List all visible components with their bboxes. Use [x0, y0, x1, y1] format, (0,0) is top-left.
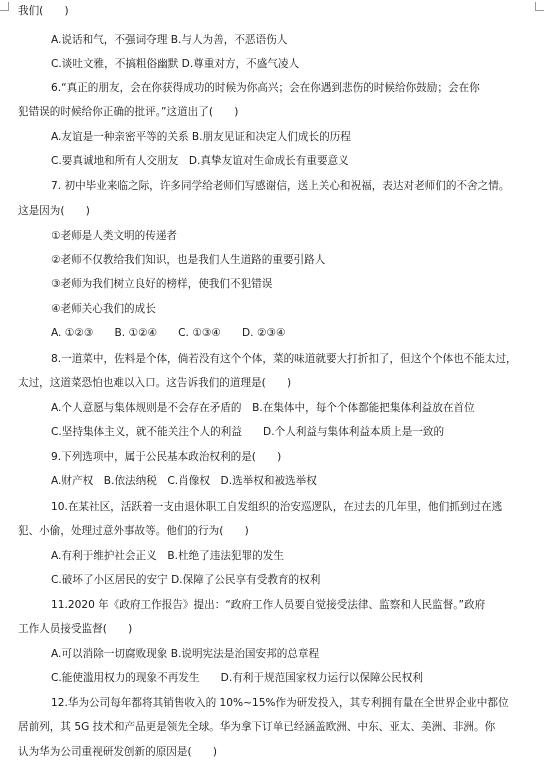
question-10-options-cd: C.破坏了小区居民的安宁 D.保障了公民享有受教育的权利 — [51, 574, 321, 586]
question-8-stem: 8.一道菜中，佐料是个体，倘若没有这个个体，菜的味道就要大打折扣了，但这个个体也不能太过， — [51, 353, 517, 365]
question-8-stem-cont: 太过，这道菜恐怕也难以入口。这告诉我们的道理是( ) — [18, 377, 292, 389]
question-12-stem-cont: 居前列，其 5G 技术和产品更是领先全球。华为拿下订单已经涵盖欧洲、中东、亚太、美洲、非洲。你 — [18, 721, 496, 733]
question-7-stem: 7. 初中毕业来临之际，许多同学给老师们写感谢信，送上关心和祝福，表达对老师们的不舍之情。 — [51, 180, 510, 192]
question-6-stem-cont: 犯错误的时候给你正确的批评。”这道出了( ) — [18, 106, 239, 118]
question-11-options-cd: C.能使滥用权力的现象不再发生 D.有利于规范国家权力运行以保障公民权利 — [51, 672, 423, 684]
question-7-stem-cont: 这是因为( ) — [18, 205, 90, 217]
question-10-stem: 10.在某社区，活跃着一支由退休职工自发组织的治安巡逻队，在过去的几年里，他们抓到过在逃 — [51, 501, 503, 513]
question-9-options: A.财产权 B.依法纳税 C.肖像权 D.选举权和被选举权 — [51, 475, 317, 487]
question-11-stem-cont: 工作人员接受监督( ) — [18, 623, 133, 635]
question-10-stem-cont: 犯、小偷，处理过意外事故等。他们的行为( ) — [18, 525, 249, 537]
question-12-stem: 12.华为公司每年都将其销售收入的 10%~15%作为研发投入，其专利拥有量在全世界企业中都位 — [51, 697, 509, 709]
question-7-options: A. ①②③ B. ①②④ C. ①③④ D. ②③④ — [51, 327, 286, 339]
question-11-options-ab: A.可以消除一切腐败现象 B.说明宪法是治国安邦的总章程 — [51, 648, 320, 660]
question-5-options-cd: C.谈吐文雅，不搞粗俗幽默 D.尊重对方，不盛气凌人 — [51, 58, 300, 70]
question-6-options-cd: C.要真诚地和所有人交朋友 D.真挚友谊对生命成长有重要意义 — [51, 155, 349, 167]
question-5-options-ab: A.说话和气，不强词夺理 B.与人为善，不恶语伤人 — [51, 34, 288, 46]
question-11-stem: 11.2020 年《政府工作报告》提出：“政府工作人员要自觉接受法律、监察和人民监督。”政府 — [51, 599, 486, 611]
question-6-stem: 6.“真正的朋友，会在你获得成功的时候为你高兴；会在你遇到悲伤的时候给你鼓励；会在你 — [51, 82, 480, 94]
question-6-options-ab: A.友谊是一种亲密平等的关系 B.朋友见证和决定人们成长的历程 — [51, 131, 351, 143]
question-10-options-ab: A.有利于维护社会正义 B.杜绝了违法犯罪的发生 — [51, 550, 284, 562]
question-5-stem-end: 我们( ) — [18, 5, 69, 17]
question-7-statement-4: ④老师关心我们的成长 — [51, 303, 156, 315]
question-8-options-ab: A.个人意愿与集体规则是不会存在矛盾的 B.在集体中，每个个体都能把集体利益放在首位 — [51, 402, 475, 414]
question-9-stem: 9.下列选项中，属于公民基本政治权利的是( ) — [51, 451, 282, 463]
question-7-statement-3: ③老师为我们树立良好的榜样，使我们不犯错误 — [51, 278, 273, 290]
question-12-stem-end: 认为华为公司重视研发创新的原因是( ) — [18, 746, 217, 758]
question-8-options-cd: C.坚持集体主义，就不能关注个人的利益 D.个人利益与集体利益本质上是一致的 — [51, 426, 445, 438]
question-7-statement-2: ②老师不仅教给我们知识，也是我们人生道路的重要引路人 — [51, 254, 326, 266]
question-7-statement-1: ①老师是人类文明的传递者 — [51, 230, 178, 242]
